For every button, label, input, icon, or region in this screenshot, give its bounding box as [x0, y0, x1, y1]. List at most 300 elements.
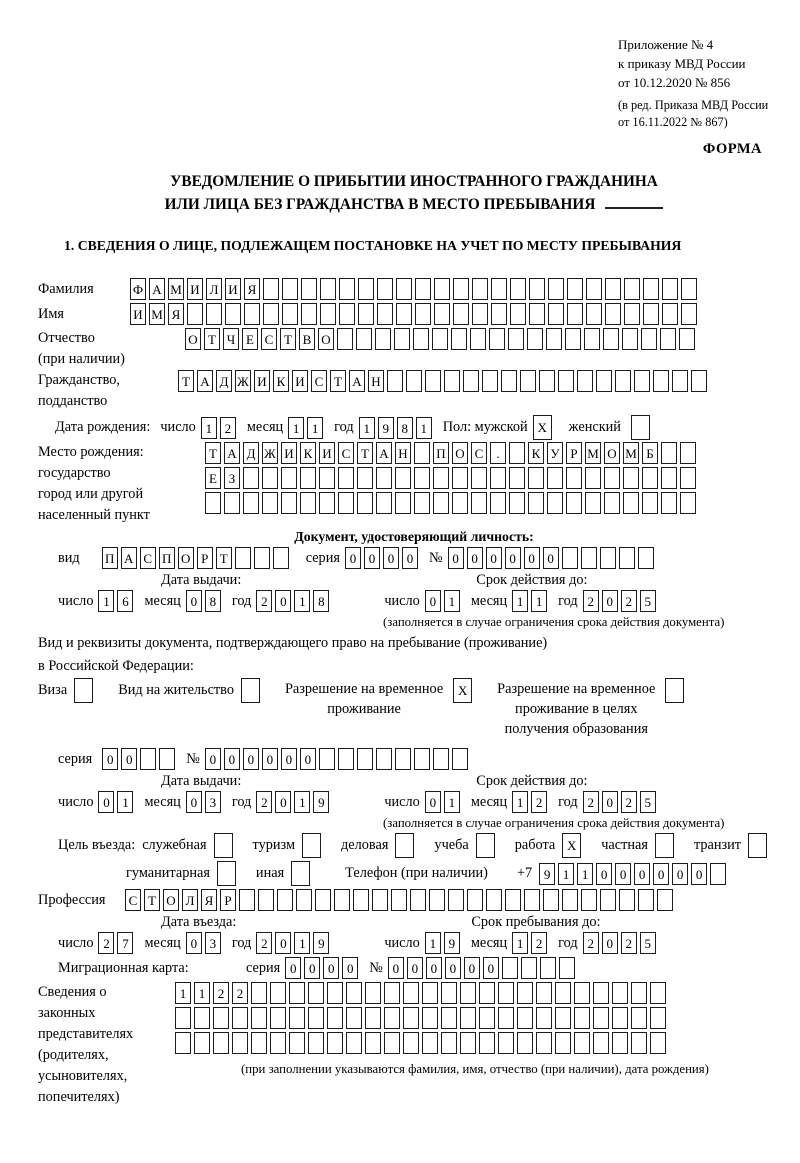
purpose-private-checkbox[interactable]: [655, 833, 677, 858]
char-cell[interactable]: 9: [313, 932, 329, 954]
char-cell[interactable]: [377, 278, 393, 300]
char-cell[interactable]: [296, 889, 312, 911]
char-cell[interactable]: [415, 278, 431, 300]
char-cell[interactable]: [291, 861, 310, 886]
char-cell[interactable]: Т: [357, 442, 373, 464]
char-cell[interactable]: О: [604, 442, 620, 464]
purpose-humanitarian-checkbox[interactable]: [217, 861, 239, 886]
char-cell[interactable]: [558, 370, 574, 392]
char-cell[interactable]: [586, 303, 602, 325]
char-cell[interactable]: [510, 278, 526, 300]
char-cell[interactable]: [391, 889, 407, 911]
char-cell[interactable]: [327, 982, 343, 1004]
char-cell[interactable]: [375, 328, 391, 350]
char-cell[interactable]: [585, 467, 601, 489]
char-cell[interactable]: [680, 442, 696, 464]
char-cell[interactable]: 0: [448, 547, 464, 569]
char-cell[interactable]: 9: [539, 863, 555, 885]
char-cell[interactable]: [467, 889, 483, 911]
char-cell[interactable]: Ж: [235, 370, 251, 392]
char-cell[interactable]: [338, 467, 354, 489]
char-cell[interactable]: 0: [323, 957, 339, 979]
char-cell[interactable]: К: [528, 442, 544, 464]
char-cell[interactable]: 2: [583, 791, 599, 813]
char-cell[interactable]: [681, 278, 697, 300]
char-cell[interactable]: [205, 492, 221, 514]
char-cell[interactable]: [509, 492, 525, 514]
char-cell[interactable]: [244, 303, 260, 325]
char-cell[interactable]: 0: [602, 590, 618, 612]
char-cell[interactable]: [555, 1032, 571, 1054]
char-cell[interactable]: Я: [201, 889, 217, 911]
char-cell[interactable]: 5: [640, 590, 656, 612]
char-cell[interactable]: [403, 982, 419, 1004]
birth-day-input[interactable]: [201, 417, 239, 439]
char-cell[interactable]: [472, 303, 488, 325]
char-cell[interactable]: 5: [640, 932, 656, 954]
char-cell[interactable]: [444, 370, 460, 392]
char-cell[interactable]: [634, 370, 650, 392]
char-cell[interactable]: [414, 748, 430, 770]
char-cell[interactable]: [194, 1007, 210, 1029]
char-cell[interactable]: 7: [117, 932, 133, 954]
char-cell[interactable]: [562, 547, 578, 569]
char-cell[interactable]: [555, 1007, 571, 1029]
char-cell[interactable]: [319, 467, 335, 489]
char-cell[interactable]: [510, 303, 526, 325]
char-cell[interactable]: 0: [615, 863, 631, 885]
char-cell[interactable]: 0: [102, 748, 118, 770]
char-cell[interactable]: [479, 1032, 495, 1054]
char-cell[interactable]: [491, 278, 507, 300]
char-cell[interactable]: [301, 278, 317, 300]
char-cell[interactable]: Т: [204, 328, 220, 350]
char-cell[interactable]: 0: [425, 590, 441, 612]
char-cell[interactable]: 2: [531, 932, 547, 954]
char-cell[interactable]: 1: [294, 590, 310, 612]
char-cell[interactable]: [498, 1007, 514, 1029]
entry-day-input[interactable]: [98, 932, 136, 954]
char-cell[interactable]: Ж: [262, 442, 278, 464]
char-cell[interactable]: [270, 1032, 286, 1054]
char-cell[interactable]: [600, 889, 616, 911]
phone-input[interactable]: [539, 863, 729, 885]
char-cell[interactable]: [527, 328, 543, 350]
char-cell[interactable]: [406, 370, 422, 392]
char-cell[interactable]: 1: [512, 791, 528, 813]
char-cell[interactable]: 2: [98, 932, 114, 954]
char-cell[interactable]: [565, 328, 581, 350]
char-cell[interactable]: К: [300, 442, 316, 464]
char-cell[interactable]: [624, 303, 640, 325]
char-cell[interactable]: [528, 492, 544, 514]
char-cell[interactable]: [433, 492, 449, 514]
char-cell[interactable]: [631, 1007, 647, 1029]
char-cell[interactable]: [263, 303, 279, 325]
legal-line2-input[interactable]: [175, 1007, 775, 1029]
char-cell[interactable]: А: [197, 370, 213, 392]
char-cell[interactable]: [489, 328, 505, 350]
char-cell[interactable]: [619, 547, 635, 569]
char-cell[interactable]: [338, 492, 354, 514]
char-cell[interactable]: [377, 303, 393, 325]
char-cell[interactable]: У: [547, 442, 563, 464]
char-cell[interactable]: [657, 889, 673, 911]
char-cell[interactable]: [623, 492, 639, 514]
char-cell[interactable]: [319, 748, 335, 770]
char-cell[interactable]: [643, 303, 659, 325]
birth-place-line3-input[interactable]: [205, 492, 699, 514]
char-cell[interactable]: [605, 278, 621, 300]
char-cell[interactable]: [604, 492, 620, 514]
char-cell[interactable]: П: [433, 442, 449, 464]
purpose-other-checkbox[interactable]: [291, 861, 313, 886]
char-cell[interactable]: [643, 278, 659, 300]
char-cell[interactable]: [600, 547, 616, 569]
char-cell[interactable]: [282, 303, 298, 325]
sex-female-checkbox[interactable]: [631, 415, 653, 440]
char-cell[interactable]: 2: [583, 590, 599, 612]
char-cell[interactable]: [470, 328, 486, 350]
char-cell[interactable]: О: [318, 328, 334, 350]
char-cell[interactable]: [665, 678, 684, 703]
char-cell[interactable]: [187, 303, 203, 325]
char-cell[interactable]: [301, 303, 317, 325]
char-cell[interactable]: В: [299, 328, 315, 350]
char-cell[interactable]: [638, 547, 654, 569]
char-cell[interactable]: 1: [294, 791, 310, 813]
char-cell[interactable]: 2: [232, 982, 248, 1004]
char-cell[interactable]: [273, 547, 289, 569]
char-cell[interactable]: [460, 1007, 476, 1029]
char-cell[interactable]: 8: [313, 590, 329, 612]
char-cell[interactable]: 0: [205, 748, 221, 770]
char-cell[interactable]: [376, 748, 392, 770]
char-cell[interactable]: [555, 982, 571, 1004]
char-cell[interactable]: 3: [205, 791, 221, 813]
char-cell[interactable]: [520, 370, 536, 392]
char-cell[interactable]: [353, 889, 369, 911]
char-cell[interactable]: 2: [621, 932, 637, 954]
char-cell[interactable]: [254, 547, 270, 569]
char-cell[interactable]: 9: [313, 791, 329, 813]
char-cell[interactable]: [395, 833, 414, 858]
stay-number-input[interactable]: [205, 748, 471, 770]
char-cell[interactable]: [410, 889, 426, 911]
char-cell[interactable]: [396, 303, 412, 325]
char-cell[interactable]: [394, 328, 410, 350]
char-cell[interactable]: С: [471, 442, 487, 464]
char-cell[interactable]: [434, 303, 450, 325]
char-cell[interactable]: 0: [486, 547, 502, 569]
citizenship-input[interactable]: [178, 370, 710, 392]
char-cell[interactable]: [251, 982, 267, 1004]
char-cell[interactable]: [581, 547, 597, 569]
char-cell[interactable]: [509, 442, 525, 464]
char-cell[interactable]: [425, 370, 441, 392]
char-cell[interactable]: [441, 1007, 457, 1029]
char-cell[interactable]: 0: [275, 932, 291, 954]
char-cell[interactable]: 1: [531, 590, 547, 612]
char-cell[interactable]: С: [338, 442, 354, 464]
char-cell[interactable]: [300, 492, 316, 514]
char-cell[interactable]: 9: [444, 932, 460, 954]
char-cell[interactable]: [661, 492, 677, 514]
char-cell[interactable]: 9: [378, 417, 394, 439]
char-cell[interactable]: [251, 1007, 267, 1029]
char-cell[interactable]: [574, 982, 590, 1004]
char-cell[interactable]: [566, 492, 582, 514]
char-cell[interactable]: [529, 278, 545, 300]
char-cell[interactable]: [548, 278, 564, 300]
char-cell[interactable]: 0: [98, 791, 114, 813]
legal-line3-input[interactable]: [175, 1032, 775, 1054]
char-cell[interactable]: [453, 278, 469, 300]
char-cell[interactable]: Н: [395, 442, 411, 464]
char-cell[interactable]: 0: [467, 547, 483, 569]
char-cell[interactable]: [662, 303, 678, 325]
purpose-tourism-checkbox[interactable]: [302, 833, 324, 858]
char-cell[interactable]: [482, 370, 498, 392]
char-cell[interactable]: [460, 982, 476, 1004]
char-cell[interactable]: [270, 982, 286, 1004]
char-cell[interactable]: А: [149, 278, 165, 300]
char-cell[interactable]: [432, 328, 448, 350]
char-cell[interactable]: [281, 492, 297, 514]
char-cell[interactable]: Р: [197, 547, 213, 569]
stay-valid-day-input[interactable]: [425, 791, 463, 813]
char-cell[interactable]: [623, 467, 639, 489]
char-cell[interactable]: [593, 982, 609, 1004]
char-cell[interactable]: 1: [117, 791, 133, 813]
char-cell[interactable]: [74, 678, 93, 703]
char-cell[interactable]: [384, 1032, 400, 1054]
char-cell[interactable]: 0: [445, 957, 461, 979]
char-cell[interactable]: [604, 467, 620, 489]
stay-day-input[interactable]: [425, 932, 463, 954]
stay-issue-month-input[interactable]: [186, 791, 224, 813]
char-cell[interactable]: [441, 982, 457, 1004]
char-cell[interactable]: [661, 467, 677, 489]
char-cell[interactable]: [433, 748, 449, 770]
char-cell[interactable]: [479, 1007, 495, 1029]
char-cell[interactable]: С: [140, 547, 156, 569]
char-cell[interactable]: [239, 889, 255, 911]
char-cell[interactable]: [346, 1007, 362, 1029]
char-cell[interactable]: [396, 278, 412, 300]
char-cell[interactable]: 1: [194, 982, 210, 1004]
char-cell[interactable]: 0: [364, 547, 380, 569]
char-cell[interactable]: 1: [444, 791, 460, 813]
char-cell[interactable]: О: [185, 328, 201, 350]
purpose-transit-checkbox[interactable]: [748, 833, 770, 858]
char-cell[interactable]: 1: [288, 417, 304, 439]
char-cell[interactable]: О: [178, 547, 194, 569]
char-cell[interactable]: [337, 328, 353, 350]
char-cell[interactable]: [593, 1032, 609, 1054]
char-cell[interactable]: [224, 492, 240, 514]
char-cell[interactable]: [357, 748, 373, 770]
char-cell[interactable]: 0: [224, 748, 240, 770]
char-cell[interactable]: 2: [220, 417, 236, 439]
char-cell[interactable]: 0: [464, 957, 480, 979]
char-cell[interactable]: О: [452, 442, 468, 464]
legal-line1-input[interactable]: [175, 982, 775, 1004]
char-cell[interactable]: А: [121, 547, 137, 569]
char-cell[interactable]: [536, 1032, 552, 1054]
char-cell[interactable]: [581, 889, 597, 911]
char-cell[interactable]: Н: [368, 370, 384, 392]
identity-valid-day-input[interactable]: [425, 590, 463, 612]
char-cell[interactable]: И: [281, 442, 297, 464]
char-cell[interactable]: [471, 467, 487, 489]
edu-residence-checkbox[interactable]: [665, 678, 687, 703]
char-cell[interactable]: [251, 1032, 267, 1054]
char-cell[interactable]: [159, 748, 175, 770]
char-cell[interactable]: И: [130, 303, 146, 325]
char-cell[interactable]: [338, 748, 354, 770]
char-cell[interactable]: 1: [512, 932, 528, 954]
identity-valid-month-input[interactable]: [512, 590, 550, 612]
char-cell[interactable]: [593, 1007, 609, 1029]
char-cell[interactable]: [603, 328, 619, 350]
char-cell[interactable]: [612, 1032, 628, 1054]
temp-residence-checkbox[interactable]: [453, 678, 475, 703]
char-cell[interactable]: [422, 1007, 438, 1029]
char-cell[interactable]: М: [149, 303, 165, 325]
char-cell[interactable]: [574, 1032, 590, 1054]
profession-input[interactable]: [125, 889, 676, 911]
given-name-input[interactable]: [130, 303, 700, 325]
char-cell[interactable]: Е: [205, 467, 221, 489]
char-cell[interactable]: [194, 1032, 210, 1054]
char-cell[interactable]: [543, 889, 559, 911]
char-cell[interactable]: [452, 492, 468, 514]
char-cell[interactable]: [395, 748, 411, 770]
char-cell[interactable]: [213, 1032, 229, 1054]
char-cell[interactable]: 0: [186, 932, 202, 954]
char-cell[interactable]: 1: [425, 932, 441, 954]
visa-checkbox[interactable]: [74, 678, 96, 703]
char-cell[interactable]: [217, 861, 236, 886]
char-cell[interactable]: [660, 328, 676, 350]
char-cell[interactable]: 0: [672, 863, 688, 885]
char-cell[interactable]: Д: [243, 442, 259, 464]
char-cell[interactable]: Ф: [130, 278, 146, 300]
char-cell[interactable]: [562, 889, 578, 911]
char-cell[interactable]: [642, 492, 658, 514]
char-cell[interactable]: 0: [483, 957, 499, 979]
char-cell[interactable]: Т: [178, 370, 194, 392]
char-cell[interactable]: 6: [117, 590, 133, 612]
char-cell[interactable]: [586, 278, 602, 300]
char-cell[interactable]: 0: [426, 957, 442, 979]
char-cell[interactable]: 0: [186, 590, 202, 612]
char-cell[interactable]: Т: [216, 547, 232, 569]
char-cell[interactable]: Р: [220, 889, 236, 911]
char-cell[interactable]: [662, 278, 678, 300]
char-cell[interactable]: И: [292, 370, 308, 392]
char-cell[interactable]: П: [102, 547, 118, 569]
char-cell[interactable]: [641, 328, 657, 350]
char-cell[interactable]: [453, 303, 469, 325]
char-cell[interactable]: X: [562, 833, 581, 858]
char-cell[interactable]: [346, 982, 362, 1004]
char-cell[interactable]: [175, 1032, 191, 1054]
char-cell[interactable]: [214, 833, 233, 858]
char-cell[interactable]: [679, 328, 695, 350]
char-cell[interactable]: 0: [596, 863, 612, 885]
char-cell[interactable]: 2: [256, 932, 272, 954]
char-cell[interactable]: 0: [281, 748, 297, 770]
char-cell[interactable]: С: [125, 889, 141, 911]
char-cell[interactable]: [631, 415, 650, 440]
char-cell[interactable]: [574, 1007, 590, 1029]
char-cell[interactable]: 0: [653, 863, 669, 885]
char-cell[interactable]: .: [490, 442, 506, 464]
char-cell[interactable]: П: [159, 547, 175, 569]
char-cell[interactable]: 0: [275, 590, 291, 612]
char-cell[interactable]: Т: [280, 328, 296, 350]
stay-series-input[interactable]: [102, 748, 178, 770]
char-cell[interactable]: 0: [524, 547, 540, 569]
char-cell[interactable]: [650, 1007, 666, 1029]
char-cell[interactable]: [429, 889, 445, 911]
char-cell[interactable]: [546, 328, 562, 350]
char-cell[interactable]: Т: [330, 370, 346, 392]
char-cell[interactable]: [710, 863, 726, 885]
char-cell[interactable]: [334, 889, 350, 911]
char-cell[interactable]: Т: [205, 442, 221, 464]
char-cell[interactable]: [540, 957, 556, 979]
char-cell[interactable]: 1: [98, 590, 114, 612]
char-cell[interactable]: [387, 370, 403, 392]
char-cell[interactable]: 0: [275, 791, 291, 813]
char-cell[interactable]: 1: [294, 932, 310, 954]
char-cell[interactable]: [661, 442, 677, 464]
purpose-work-checkbox[interactable]: [562, 833, 584, 858]
char-cell[interactable]: [536, 982, 552, 1004]
char-cell[interactable]: [505, 889, 521, 911]
char-cell[interactable]: 0: [345, 547, 361, 569]
char-cell[interactable]: 0: [121, 748, 137, 770]
patronymic-input[interactable]: [185, 328, 698, 350]
char-cell[interactable]: [232, 1007, 248, 1029]
char-cell[interactable]: Л: [182, 889, 198, 911]
birth-place-line2-input[interactable]: [205, 467, 699, 489]
char-cell[interactable]: [502, 957, 518, 979]
entry-month-input[interactable]: [186, 932, 224, 954]
char-cell[interactable]: 8: [205, 590, 221, 612]
char-cell[interactable]: [680, 492, 696, 514]
char-cell[interactable]: [517, 1032, 533, 1054]
char-cell[interactable]: [585, 492, 601, 514]
char-cell[interactable]: [357, 467, 373, 489]
char-cell[interactable]: 0: [425, 791, 441, 813]
char-cell[interactable]: [463, 370, 479, 392]
char-cell[interactable]: 0: [543, 547, 559, 569]
char-cell[interactable]: [631, 1032, 647, 1054]
char-cell[interactable]: [672, 370, 688, 392]
char-cell[interactable]: [498, 1032, 514, 1054]
char-cell[interactable]: [528, 467, 544, 489]
char-cell[interactable]: 1: [201, 417, 217, 439]
char-cell[interactable]: [559, 957, 575, 979]
char-cell[interactable]: 8: [397, 417, 413, 439]
char-cell[interactable]: [327, 1032, 343, 1054]
stay-year-input[interactable]: [583, 932, 659, 954]
char-cell[interactable]: [339, 303, 355, 325]
